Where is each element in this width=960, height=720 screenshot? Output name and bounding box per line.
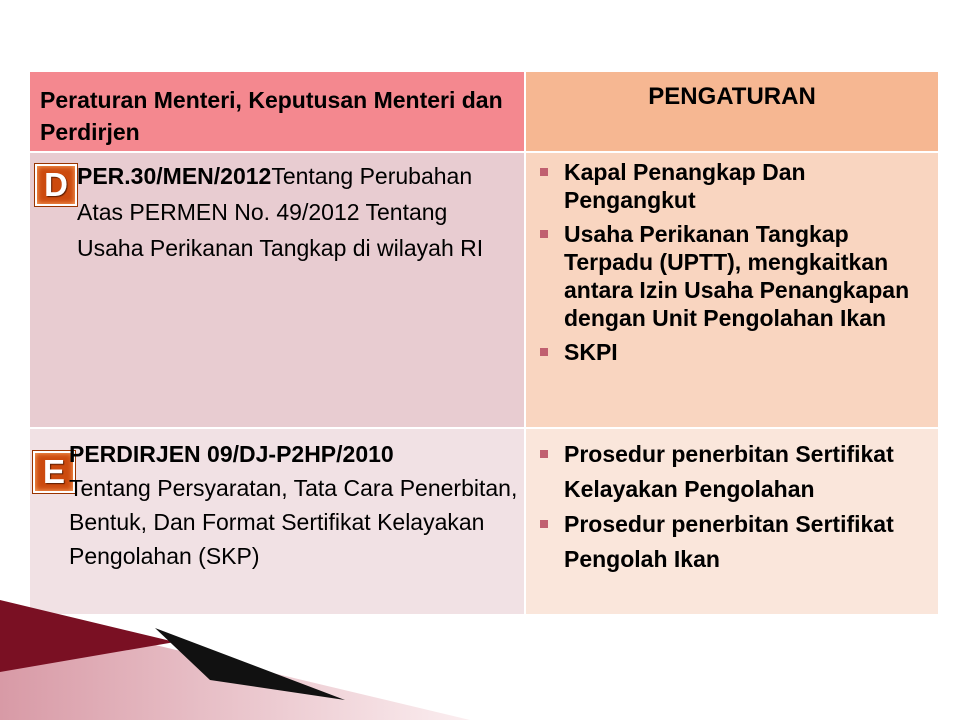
row-d-bullet-2: Usaha Perikanan Tangkap Terpadu (UPTT), mengkaitkan antara Izin Usaha Penangkapan dengan Unit Pengolahan Ikan <box>564 221 910 331</box>
row-e-title: PERDIRJEN 09/DJ-P2HP/2010 <box>69 441 394 467</box>
bullet-square-icon <box>540 168 548 176</box>
row-e-description: Tentang Persyaratan, Tata Cara Penerbitan, Bentuk, Dan Format Sertifikat Kelayakan Pengolahan (SKP) <box>69 475 518 569</box>
list-item <box>536 437 931 507</box>
list-item <box>536 158 931 214</box>
letter-e-badge-icon: E <box>33 451 75 493</box>
list-item <box>536 338 931 366</box>
row-d-regulation-cell <box>30 153 524 427</box>
row-d-regulation-text <box>77 158 517 266</box>
regulation-table <box>30 72 938 614</box>
row-e-bullet-list <box>536 437 931 577</box>
header-right-label: PENGATURAN <box>648 83 816 110</box>
slide-corner-swoosh <box>0 580 960 720</box>
bullet-square-icon <box>540 450 548 458</box>
row-d-scope-cell <box>526 153 938 427</box>
list-item <box>536 220 931 332</box>
header-left-cell <box>30 72 524 151</box>
bullet-square-icon <box>540 348 548 356</box>
list-item <box>536 507 931 577</box>
row-e-bullet-1: Prosedur penerbitan Sertifikat Kelayakan Pengolahan <box>564 441 894 502</box>
header-right-cell <box>526 72 938 151</box>
row-d-description: Tentang Perubahan Atas PERMEN No. 49/2012 Tentang Usaha Perikanan Tangkap di wilayah RI <box>77 163 484 261</box>
row-d-bullet-3: SKPI <box>564 339 618 365</box>
row-d-bullet-1: Kapal Penangkap Dan Pengangkut <box>564 159 806 213</box>
letter-d-badge-icon: D <box>35 164 77 206</box>
row-d-title: PER.30/MEN/2012 <box>77 163 272 189</box>
bullet-square-icon <box>540 230 548 238</box>
row-d-bullet-list <box>536 158 931 372</box>
header-left-label: Peraturan Menteri, Keputusan Menteri dan Perdirjen <box>40 87 503 145</box>
bullet-square-icon <box>540 520 548 528</box>
row-e-regulation-text <box>69 437 519 573</box>
row-e-bullet-2: Prosedur penerbitan Sertifikat Pengolah Ikan <box>564 511 894 572</box>
